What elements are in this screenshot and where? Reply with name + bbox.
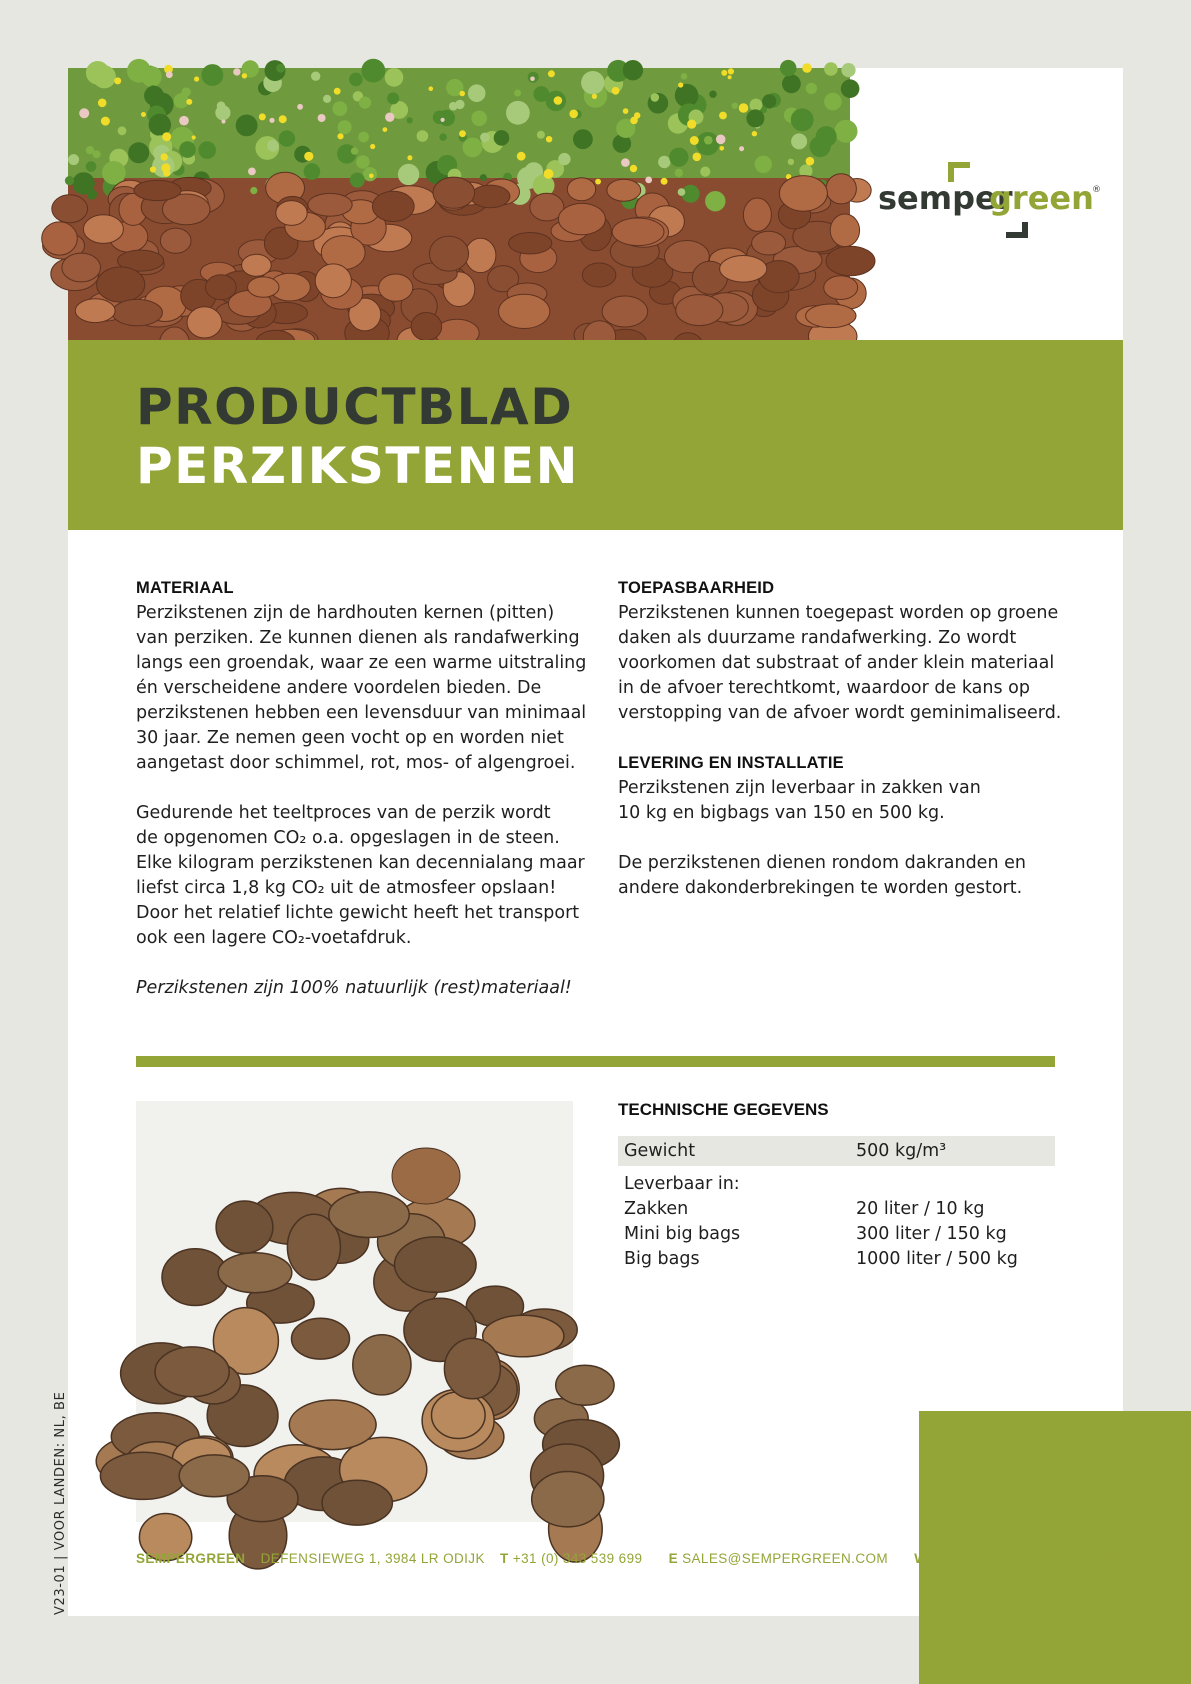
toepasbaarheid-heading: TOEPASBAARHEID (618, 579, 775, 597)
registered-mark: ® (1092, 185, 1101, 195)
logo-text-green: green (989, 179, 1094, 217)
title-banner (68, 340, 1123, 530)
title-line-1: PRODUCTBLAD (136, 378, 574, 436)
spec-row (618, 1247, 1055, 1272)
footer-web[interactable]: WWW.SEMPERGREEN.COM (931, 1551, 1121, 1566)
available-label: Leverbaar in: (624, 1174, 740, 1194)
peach-stones-photo (136, 1101, 573, 1522)
spec-value: 300 liter / 150 kg (856, 1224, 1007, 1244)
tech-heading: TECHNISCHE GEGEVENS (618, 1100, 829, 1119)
toepasbaarheid-section (618, 576, 1068, 926)
spec-value: 1000 liter / 500 kg (856, 1249, 1018, 1269)
logo-text-semper: semper (878, 179, 1013, 217)
footer-email-label: E (668, 1551, 678, 1566)
materiaal-heading: MATERIAAL (136, 579, 234, 597)
hero-image (68, 68, 850, 340)
weight-label: Gewicht (624, 1141, 696, 1161)
spec-row (618, 1197, 1055, 1222)
weight-value: 500 kg/m³ (856, 1141, 947, 1161)
toepasbaarheid-para: Perzikstenen kunnen toegepast worden op groene daken als duurzame randafwerking. Zo wordt voorkomen dat substraat of ander klein materiaal in de afvoer terechtkomt, waardoor de kans op verstopping van de afvoer wordt geminimaliseerd. (618, 603, 1062, 723)
spec-key: Big bags (624, 1249, 700, 1269)
materiaal-section (136, 576, 606, 1026)
sempergreen-logo (878, 160, 1100, 244)
footer-phone-label: T (500, 1551, 509, 1566)
levering-para-2: De perzikstenen dienen rondom dakranden en andere dakonderbrekingen te worden gestort. (618, 853, 1026, 898)
spec-row (618, 1222, 1055, 1247)
technische-gegevens (618, 1097, 1055, 1272)
materiaal-para-1: Perzikstenen zijn de hardhouten kernen (pitten) van perziken. Ze kunnen dienen als randafwerking langs een groendak, waar ze een warme uitstraling én verscheidene andere voordelen bieden. De perzikstenen hebben een levensduur van minimaal 30 jaar. Ze nemen geen vocht op en worden niet aangetast door schimmel, rot, mos- of algengroei. (136, 603, 587, 773)
levering-heading: LEVERING EN INSTALLATIE (618, 754, 844, 772)
version-label: V23-01 | VOOR LANDEN: NL, BE (53, 1391, 68, 1615)
footer-web-label: W (914, 1551, 928, 1566)
footer-address: DEFENSIEWEG 1, 3984 LR ODIJK (260, 1551, 485, 1566)
spec-key: Mini big bags (624, 1224, 741, 1244)
corner-accent (919, 1411, 1191, 1684)
footer-company: SEMPERGREEN (136, 1551, 246, 1566)
title-line-2: PERZIKSTENEN (136, 437, 580, 495)
weight-row (618, 1136, 1055, 1166)
footer-email[interactable]: SALES@SEMPERGREEN.COM (682, 1551, 889, 1566)
footer-contact (136, 1551, 1121, 1566)
materiaal-para-2: Gedurende het teeltproces van de perzik wordt de opgenomen CO₂ o.a. opgeslagen in de steen. Elke kilogram perzikstenen kan decennialang maar liefst circa 1,8 kg CO₂ uit de atmosfeer opslaan! Door het relatief lichte gewicht heeft het transport ook een lagere CO₂-voetafdruk. (136, 803, 585, 948)
levering-para-1: Perzikstenen zijn leverbaar in zakken van 10 kg en bigbags van 150 en 500 kg. (618, 778, 981, 823)
section-divider (136, 1056, 1055, 1067)
materiaal-para-3: Perzikstenen zijn 100% natuurlijk (rest)materiaal! (136, 978, 572, 998)
spec-value: 20 liter / 10 kg (856, 1199, 985, 1219)
spec-key: Zakken (624, 1199, 689, 1219)
footer-phone[interactable]: +31 (0) 343 539 699 (512, 1551, 643, 1566)
